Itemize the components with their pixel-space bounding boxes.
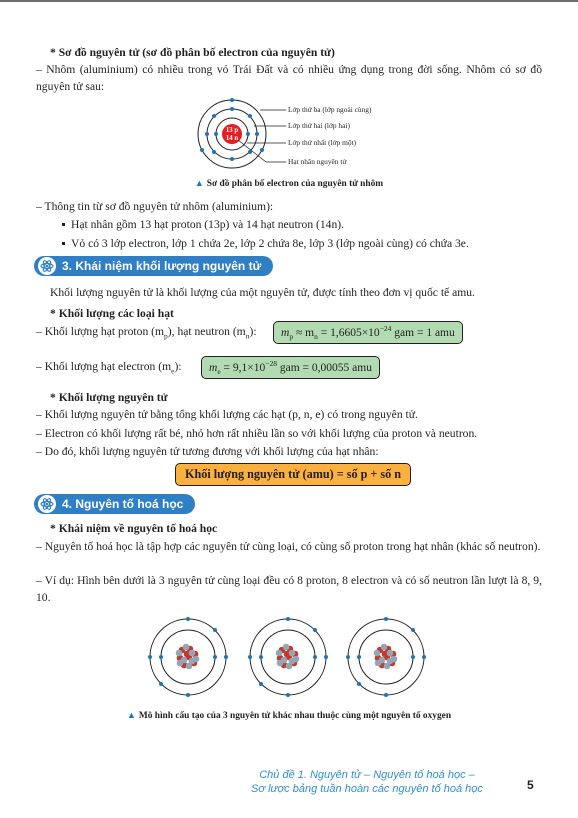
proton-neutron-mass-line: [36, 323, 257, 344]
formula-exponent: −24: [379, 324, 392, 333]
neutron-count: 14 n: [225, 135, 239, 142]
atom-icon: [38, 495, 56, 513]
info-bullet-1-text: Hạt nhân gồm 13 hạt proton (13p) và 14 hạt neutron (14n).: [71, 218, 345, 231]
electron-mass-text: – Khối lượng hạt electron (m: [36, 360, 172, 373]
colon: ):: [249, 325, 257, 338]
label-first-shell: Lớp thứ nhất (lớp một): [288, 138, 357, 147]
bullet-icon: [62, 223, 65, 226]
neutron-mass-text: ), hạt neutron (m: [167, 325, 246, 338]
label-nucleus: Hạt nhân nguyên tử: [288, 157, 347, 166]
section-3-header: [34, 256, 273, 276]
electron-subscript: e: [171, 366, 175, 376]
proton-count: 13 p: [225, 127, 239, 134]
formula-m: m: [281, 326, 290, 339]
nucleus-label: [222, 127, 242, 143]
section-3-title: 3. Khái niệm khối lượng nguyên tử: [62, 259, 262, 273]
formula-exponent: −28: [265, 359, 277, 368]
formula-n-sub: n: [314, 332, 318, 342]
aluminium-caption: [0, 178, 578, 189]
page-number: 5: [527, 778, 534, 792]
element-definition: – Nguyên tố hoá học là tập hợp các nguyên tử cùng loại, có cùng số proton trong hạt nhân (khác số neutron).: [36, 540, 541, 553]
mass-line-1: – Khối lượng nguyên tử bằng tổng khối lượng các hạt (p, n, e) có trong nguyên tử.: [36, 408, 418, 421]
particle-mass-heading: * Khối lượng các loại hạt: [50, 307, 174, 320]
electron-colon: ):: [174, 360, 182, 373]
top-rule: [0, 0, 578, 2]
electron-mass-line: [36, 358, 182, 379]
info-bullet-2-text: Vỏ có 3 lớp electron, lớp 1 chứa 2e, lớp 2 chứa 8e, lớp 3 (lớp ngoài cùng) có chứa 3e.: [71, 237, 469, 250]
proton-mass-text: – Khối lượng hạt proton (m: [36, 325, 165, 338]
proton-subscript: p: [164, 331, 168, 341]
formula-value: = 1,6605×10: [317, 326, 380, 339]
info-heading: – Thông tin từ sơ đồ nguyên tử nhôm (aluminium):: [36, 200, 274, 213]
bullet-icon: [62, 242, 65, 245]
atom-icon: [38, 257, 56, 275]
formula-approx: ≈ m: [293, 326, 315, 339]
formula-end: gam = 1 amu: [391, 326, 455, 339]
footer-line-1: Chủ đề 1. Nguyên tử – Nguyên tố hoá học –: [259, 769, 475, 781]
formula-e-sub: e: [217, 367, 221, 377]
amu-formula-box: Khối lượng nguyên tử (amu) = số p + số n: [175, 463, 411, 486]
formula-m: m: [209, 361, 218, 374]
electron-formula: [201, 356, 380, 379]
oxygen-isotopes-diagram: [148, 616, 428, 698]
atomic-mass-definition: Khối lượng nguyên tử là khối lượng của một nguyên tử, được tính theo đơn vị quốc tế amu.: [50, 286, 475, 299]
element-concept-heading: * Khái niệm về nguyên tố hoá học: [50, 522, 218, 535]
footer-line-2: Sơ lược bảng tuần hoàn các nguyên tố hoá học: [251, 783, 483, 795]
diagram-heading: * Sơ đồ nguyên tử (sơ đồ phân bố electron của nguyên tử): [50, 46, 335, 59]
mass-line-2: – Electron có khối lượng rất bé, nhỏ hơn rất nhiều lần so với khối lượng của proton và neutron.: [36, 427, 478, 440]
proton-neutron-formula: [273, 321, 463, 344]
formula-value: = 9,1×10: [220, 361, 266, 374]
section-4-title: 4. Nguyên tố hoá học: [62, 497, 184, 511]
element-example: – Ví dụ: Hình bên dưới là 3 nguyên tử cùng loại đều có 8 proton, 8 electron và có số neutron lần lượt là 8, 9, 10.: [36, 574, 542, 604]
atomic-mass-heading: * Khối lượng nguyên tử: [50, 391, 168, 404]
caption-triangle-icon: ▲: [194, 178, 204, 188]
caption-triangle-icon: ▲: [126, 710, 136, 720]
formula-p-sub: p: [289, 332, 294, 342]
info-bullet-2: [60, 235, 469, 252]
section-4-header: [34, 494, 195, 514]
aluminium-caption-text: Sơ đồ phân bố electron của nguyên tử nhôm: [206, 179, 384, 189]
label-second-shell: Lớp thứ hai (lớp hai): [288, 121, 350, 130]
oxygen-caption-text: Mô hình cấu tạo của 3 nguyên tử khác nhau thuộc cùng một nguyên tố oxygen: [138, 711, 452, 721]
label-third-shell: Lớp thứ ba (lớp ngoài cùng): [288, 105, 372, 114]
aluminium-intro: – Nhôm (aluminium) có nhiều trong vỏ Trái Đất và có nhiều ứng dụng trong đời sống. Nhôm có sơ đồ nguyên tử sau:: [36, 63, 542, 93]
oxygen-caption: [0, 710, 578, 721]
mass-line-3: – Do đó, khối lượng nguyên tử tương đương với khối lượng của hạt nhân:: [36, 445, 379, 458]
footer-title: [226, 768, 508, 796]
neutron-subscript: n: [245, 331, 250, 341]
info-bullet-1: [60, 216, 344, 233]
formula-end: gam = 0,00055 amu: [277, 361, 372, 374]
